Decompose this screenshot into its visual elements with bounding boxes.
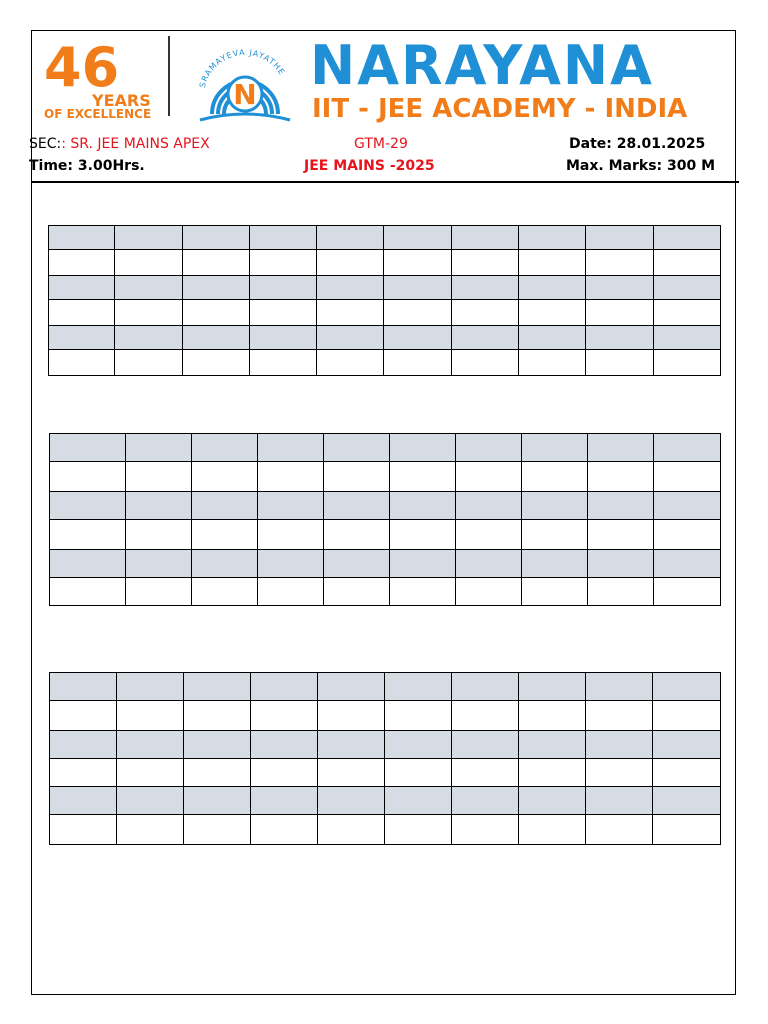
table-cell bbox=[182, 226, 249, 250]
table-cell bbox=[182, 300, 249, 326]
max-marks: Max. Marks: 300 M bbox=[566, 158, 716, 174]
table-cell bbox=[586, 300, 653, 326]
table-cell bbox=[184, 759, 251, 787]
table-row bbox=[50, 462, 721, 492]
table-cell bbox=[586, 226, 653, 250]
table-cell bbox=[653, 250, 720, 276]
table-cell bbox=[385, 759, 452, 787]
table-cell bbox=[49, 276, 115, 300]
table-cell bbox=[182, 250, 249, 276]
table-cell bbox=[522, 434, 588, 462]
table-cell bbox=[50, 462, 126, 492]
table-cell bbox=[653, 673, 721, 701]
table-cell bbox=[258, 550, 324, 578]
table-cell bbox=[384, 226, 451, 250]
brand-name: NARAYANA bbox=[310, 34, 654, 97]
table-cell bbox=[586, 701, 653, 731]
table-cell bbox=[519, 350, 586, 376]
table-cell bbox=[385, 673, 452, 701]
table-cell bbox=[519, 701, 586, 731]
table-row bbox=[50, 550, 721, 578]
table-row bbox=[49, 300, 721, 326]
table-cell bbox=[182, 350, 249, 376]
table-cell bbox=[249, 226, 316, 250]
table-cell bbox=[50, 578, 126, 606]
table-cell bbox=[456, 520, 522, 550]
table-cell bbox=[456, 550, 522, 578]
table-cell bbox=[249, 300, 316, 326]
table-cell bbox=[519, 300, 586, 326]
anniversary-tagline: OF EXCELLENCE bbox=[44, 107, 152, 120]
table-cell bbox=[115, 326, 182, 350]
table-cell bbox=[456, 578, 522, 606]
table-cell bbox=[452, 787, 519, 815]
table-cell bbox=[588, 434, 654, 462]
table-cell bbox=[586, 276, 653, 300]
table-cell bbox=[384, 250, 451, 276]
table-cell bbox=[117, 815, 184, 845]
table-cell bbox=[324, 492, 390, 520]
table-cell bbox=[586, 326, 653, 350]
table-cell bbox=[50, 759, 117, 787]
table-cell bbox=[192, 520, 258, 550]
table-cell bbox=[318, 815, 385, 845]
table-cell bbox=[519, 276, 586, 300]
table-row bbox=[49, 276, 721, 300]
table-cell bbox=[50, 520, 126, 550]
table-cell bbox=[318, 731, 385, 759]
table-cell bbox=[522, 578, 588, 606]
table-cell bbox=[456, 492, 522, 520]
table-cell bbox=[654, 550, 721, 578]
table-cell bbox=[586, 815, 653, 845]
table-row bbox=[50, 673, 721, 701]
table-cell bbox=[126, 520, 192, 550]
table-row bbox=[50, 492, 721, 520]
table-cell bbox=[115, 226, 182, 250]
answer-grid-3 bbox=[49, 672, 721, 845]
table-cell bbox=[50, 492, 126, 520]
table-cell bbox=[258, 434, 324, 462]
table-cell bbox=[182, 276, 249, 300]
table-cell bbox=[390, 434, 456, 462]
table-cell bbox=[50, 550, 126, 578]
table-cell bbox=[385, 815, 452, 845]
answer-grid-1 bbox=[48, 225, 721, 376]
table-row bbox=[49, 326, 721, 350]
table-cell bbox=[653, 731, 721, 759]
table-cell bbox=[192, 578, 258, 606]
table-cell bbox=[452, 759, 519, 787]
table-cell bbox=[50, 815, 117, 845]
table-cell bbox=[452, 731, 519, 759]
table-cell bbox=[317, 276, 384, 300]
table-cell bbox=[50, 731, 117, 759]
table-cell bbox=[126, 492, 192, 520]
table-cell bbox=[324, 434, 390, 462]
section-label bbox=[29, 136, 210, 152]
table-cell bbox=[522, 492, 588, 520]
table-cell bbox=[126, 434, 192, 462]
table-cell bbox=[586, 787, 653, 815]
table-cell bbox=[317, 250, 384, 276]
table-row bbox=[49, 226, 721, 250]
table-cell bbox=[324, 462, 390, 492]
table-cell bbox=[126, 462, 192, 492]
table-cell bbox=[251, 815, 318, 845]
table-cell bbox=[50, 787, 117, 815]
table-cell bbox=[588, 492, 654, 520]
table-cell bbox=[249, 350, 316, 376]
table-cell bbox=[192, 550, 258, 578]
header-rule bbox=[31, 181, 739, 183]
table-cell bbox=[451, 250, 518, 276]
table-cell bbox=[456, 434, 522, 462]
table-row bbox=[50, 701, 721, 731]
table-cell bbox=[519, 787, 586, 815]
table-cell bbox=[192, 434, 258, 462]
table-cell bbox=[452, 673, 519, 701]
table-cell bbox=[653, 759, 721, 787]
table-row bbox=[50, 578, 721, 606]
brand-subtitle: IIT - JEE ACADEMY - INDIA bbox=[312, 94, 688, 124]
table-cell bbox=[654, 462, 721, 492]
table-cell bbox=[49, 300, 115, 326]
table-cell bbox=[184, 815, 251, 845]
table-cell bbox=[385, 731, 452, 759]
table-cell bbox=[519, 226, 586, 250]
table-cell bbox=[451, 326, 518, 350]
table-row bbox=[49, 250, 721, 276]
exam-name: JEE MAINS -2025 bbox=[304, 158, 435, 174]
table-cell bbox=[184, 701, 251, 731]
table-cell bbox=[126, 550, 192, 578]
table-cell bbox=[653, 300, 720, 326]
test-code: GTM-29 bbox=[354, 136, 408, 152]
table-cell bbox=[390, 520, 456, 550]
anniversary-years: YEARS bbox=[92, 91, 151, 110]
table-row bbox=[50, 520, 721, 550]
table-row bbox=[49, 350, 721, 376]
table-cell bbox=[452, 701, 519, 731]
table-cell bbox=[519, 326, 586, 350]
table-cell bbox=[390, 578, 456, 606]
table-cell bbox=[654, 578, 721, 606]
table-cell bbox=[50, 701, 117, 731]
table-row bbox=[50, 434, 721, 462]
table-cell bbox=[384, 350, 451, 376]
table-cell bbox=[390, 492, 456, 520]
table-cell bbox=[126, 578, 192, 606]
table-cell bbox=[184, 787, 251, 815]
table-cell bbox=[588, 550, 654, 578]
emblem-letter: N bbox=[233, 78, 257, 111]
table-cell bbox=[588, 578, 654, 606]
table-cell bbox=[324, 578, 390, 606]
table-cell bbox=[192, 492, 258, 520]
table-cell bbox=[451, 350, 518, 376]
table-cell bbox=[653, 701, 721, 731]
table-cell bbox=[654, 434, 721, 462]
table-cell bbox=[258, 462, 324, 492]
table-cell bbox=[522, 550, 588, 578]
table-cell bbox=[184, 673, 251, 701]
table-cell bbox=[385, 701, 452, 731]
table-cell bbox=[251, 759, 318, 787]
table-cell bbox=[251, 731, 318, 759]
anniversary-number: 46 bbox=[44, 36, 120, 99]
table-cell bbox=[522, 462, 588, 492]
table-cell bbox=[653, 326, 720, 350]
46-years-logo bbox=[42, 34, 154, 120]
table-cell bbox=[317, 326, 384, 350]
table-cell bbox=[654, 492, 721, 520]
logo-divider bbox=[168, 36, 170, 116]
table-cell bbox=[258, 578, 324, 606]
table-cell bbox=[317, 226, 384, 250]
table-cell bbox=[588, 462, 654, 492]
table-cell bbox=[49, 350, 115, 376]
exam-time: Time: 3.00Hrs. bbox=[29, 158, 145, 174]
table-cell bbox=[522, 520, 588, 550]
table-cell bbox=[251, 701, 318, 731]
table-row bbox=[50, 759, 721, 787]
table-cell bbox=[182, 326, 249, 350]
table-cell bbox=[451, 300, 518, 326]
table-cell bbox=[258, 520, 324, 550]
table-cell bbox=[385, 787, 452, 815]
table-cell bbox=[117, 759, 184, 787]
table-cell bbox=[653, 350, 720, 376]
table-cell bbox=[390, 462, 456, 492]
table-cell bbox=[249, 276, 316, 300]
table-cell bbox=[115, 300, 182, 326]
table-cell bbox=[249, 250, 316, 276]
table-cell bbox=[50, 673, 117, 701]
table-cell bbox=[390, 550, 456, 578]
table-cell bbox=[49, 226, 115, 250]
table-cell bbox=[249, 326, 316, 350]
table-cell bbox=[654, 520, 721, 550]
table-cell bbox=[451, 226, 518, 250]
table-cell bbox=[384, 326, 451, 350]
table-cell bbox=[519, 759, 586, 787]
table-cell bbox=[318, 701, 385, 731]
table-cell bbox=[519, 731, 586, 759]
section-prefix: SEC: bbox=[29, 136, 62, 152]
table-cell bbox=[653, 276, 720, 300]
table-cell bbox=[653, 815, 721, 845]
table-cell bbox=[653, 787, 721, 815]
table-cell bbox=[586, 250, 653, 276]
table-cell bbox=[115, 350, 182, 376]
section-value: : SR. JEE MAINS APEX bbox=[61, 136, 210, 152]
table-cell bbox=[192, 462, 258, 492]
table-cell bbox=[519, 815, 586, 845]
table-cell bbox=[324, 550, 390, 578]
table-cell bbox=[49, 250, 115, 276]
table-cell bbox=[653, 226, 720, 250]
table-cell bbox=[117, 787, 184, 815]
table-cell bbox=[117, 731, 184, 759]
table-cell bbox=[588, 520, 654, 550]
table-cell bbox=[586, 759, 653, 787]
table-cell bbox=[49, 326, 115, 350]
table-cell bbox=[456, 462, 522, 492]
table-cell bbox=[318, 759, 385, 787]
table-cell bbox=[251, 787, 318, 815]
table-cell bbox=[115, 276, 182, 300]
emblem-motto: SRAMAYEVA JAYATHE bbox=[197, 47, 287, 89]
table-cell bbox=[184, 731, 251, 759]
table-cell bbox=[452, 815, 519, 845]
table-cell bbox=[117, 701, 184, 731]
table-cell bbox=[117, 673, 184, 701]
table-row bbox=[50, 815, 721, 845]
table-cell bbox=[50, 434, 126, 462]
narayana-emblem-icon bbox=[190, 38, 300, 124]
table-cell bbox=[586, 731, 653, 759]
table-cell bbox=[115, 250, 182, 276]
table-cell bbox=[519, 250, 586, 276]
table-cell bbox=[324, 520, 390, 550]
table-cell bbox=[251, 673, 318, 701]
table-cell bbox=[258, 492, 324, 520]
table-cell bbox=[586, 350, 653, 376]
table-cell bbox=[451, 276, 518, 300]
table-cell bbox=[318, 673, 385, 701]
table-cell bbox=[586, 673, 653, 701]
exam-date: Date: 28.01.2025 bbox=[569, 136, 706, 152]
table-cell bbox=[317, 300, 384, 326]
table-cell bbox=[384, 276, 451, 300]
table-cell bbox=[318, 787, 385, 815]
table-cell bbox=[519, 673, 586, 701]
table-row bbox=[50, 787, 721, 815]
table-cell bbox=[384, 300, 451, 326]
table-cell bbox=[317, 350, 384, 376]
table-row bbox=[50, 731, 721, 759]
answer-grid-2 bbox=[49, 433, 721, 606]
